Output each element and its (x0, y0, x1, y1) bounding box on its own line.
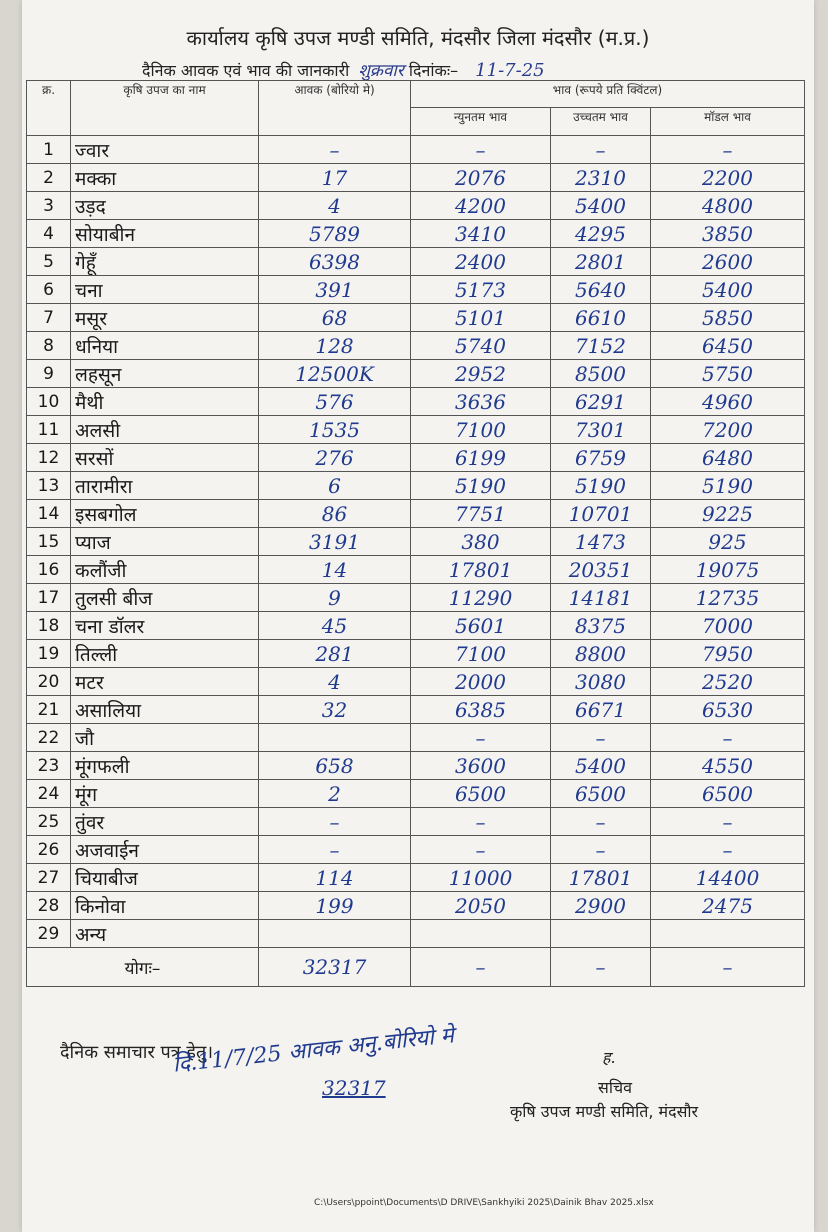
row-arrival: 86 (259, 500, 411, 528)
row-min-price: 2000 (411, 668, 551, 696)
table-row (27, 556, 805, 584)
row-max-price: 6500 (551, 780, 651, 808)
row-sn: 3 (27, 192, 71, 220)
table-row (27, 808, 805, 836)
table-row (27, 780, 805, 808)
row-arrival: 114 (259, 864, 411, 892)
row-arrival: 68 (259, 304, 411, 332)
table-row (27, 192, 805, 220)
row-modal-price: 19075 (651, 556, 805, 584)
handwritten-date: 11-7-25 (475, 60, 545, 81)
table-row (27, 332, 805, 360)
row-sn: 27 (27, 864, 71, 892)
row-modal-price: 2520 (651, 668, 805, 696)
row-max-price: 10701 (551, 500, 651, 528)
row-arrival: 576 (259, 388, 411, 416)
row-min-price: 5601 (411, 612, 551, 640)
report-subtitle (142, 58, 545, 81)
table-row (27, 164, 805, 192)
table-row (27, 752, 805, 780)
row-arrival: 6 (259, 472, 411, 500)
row-crop-name: मूंगफली (71, 752, 259, 780)
row-max-price: – (551, 808, 651, 836)
total-label: योगः– (27, 948, 259, 987)
header-max: उच्चतम भाव (551, 108, 651, 136)
organization-label: कृषि उपज मण्डी समिति, मंदसौर (510, 1102, 699, 1121)
handwritten-day: शुक्रवार (358, 61, 404, 81)
row-max-price: 8375 (551, 612, 651, 640)
row-min-price: 3600 (411, 752, 551, 780)
row-max-price: 5400 (551, 192, 651, 220)
row-crop-name: किनोवा (71, 892, 259, 920)
row-max-price: 5190 (551, 472, 651, 500)
handwritten-note-date: दि.11/7/25 (171, 1041, 283, 1078)
table-row (27, 612, 805, 640)
header-modal: मॉडल भाव (651, 108, 805, 136)
row-sn: 9 (27, 360, 71, 388)
row-modal-price: 925 (651, 528, 805, 556)
row-sn: 2 (27, 164, 71, 192)
row-crop-name: मक्का (71, 164, 259, 192)
row-modal-price: 5190 (651, 472, 805, 500)
table-row (27, 136, 805, 164)
row-max-price: – (551, 836, 651, 864)
row-max-price: 6671 (551, 696, 651, 724)
row-arrival: 45 (259, 612, 411, 640)
row-sn: 8 (27, 332, 71, 360)
row-arrival: – (259, 136, 411, 164)
table-row (27, 388, 805, 416)
header-min: न्युनतम भाव (411, 108, 551, 136)
row-min-price (411, 920, 551, 948)
row-arrival: – (259, 836, 411, 864)
row-min-price: 11290 (411, 584, 551, 612)
row-min-price: – (411, 808, 551, 836)
row-max-price: 6291 (551, 388, 651, 416)
signature: ह. (602, 1048, 616, 1067)
header-name: कृषि उपज का नाम (71, 81, 259, 136)
row-arrival: 658 (259, 752, 411, 780)
row-arrival: 14 (259, 556, 411, 584)
row-max-price: 6759 (551, 444, 651, 472)
row-max-price: 6610 (551, 304, 651, 332)
row-sn: 10 (27, 388, 71, 416)
row-arrival: 1535 (259, 416, 411, 444)
row-sn: 4 (27, 220, 71, 248)
total-modal: – (651, 948, 805, 987)
total-arrival: 32317 (259, 948, 411, 987)
row-modal-price: 5850 (651, 304, 805, 332)
row-arrival: 4 (259, 192, 411, 220)
row-sn: 28 (27, 892, 71, 920)
row-crop-name: मैथी (71, 388, 259, 416)
row-crop-name: धनिया (71, 332, 259, 360)
row-crop-name: प्याज (71, 528, 259, 556)
row-crop-name: गेहूँ (71, 248, 259, 276)
row-modal-price: 4960 (651, 388, 805, 416)
row-arrival: – (259, 808, 411, 836)
row-arrival: 4 (259, 668, 411, 696)
row-max-price: 4295 (551, 220, 651, 248)
total-row (27, 948, 805, 987)
row-sn: 29 (27, 920, 71, 948)
row-max-price: – (551, 724, 651, 752)
row-sn: 21 (27, 696, 71, 724)
table-row (27, 836, 805, 864)
row-crop-name: तुंवर (71, 808, 259, 836)
row-crop-name: मसूर (71, 304, 259, 332)
row-crop-name: चना (71, 276, 259, 304)
table-row (27, 360, 805, 388)
row-modal-price: 14400 (651, 864, 805, 892)
row-max-price: 2801 (551, 248, 651, 276)
row-min-price: 5101 (411, 304, 551, 332)
table-row (27, 276, 805, 304)
file-path: C:\Users\ppoint\Documents\D DRIVE\Sankhyiki 2025\Dainik Bhav 2025.xlsx (314, 1198, 654, 1208)
table-row (27, 500, 805, 528)
row-sn: 11 (27, 416, 71, 444)
total-max: – (551, 948, 651, 987)
row-crop-name: सोयाबीन (71, 220, 259, 248)
row-crop-name: ज्वार (71, 136, 259, 164)
row-arrival: 2 (259, 780, 411, 808)
newspaper-note: दैनिक समाचार पत्र हेतु। (60, 1042, 214, 1063)
table-header-row (27, 81, 805, 108)
row-max-price: 1473 (551, 528, 651, 556)
row-modal-price (651, 920, 805, 948)
row-modal-price: 6500 (651, 780, 805, 808)
row-crop-name: तुलसी बीज (71, 584, 259, 612)
row-modal-price: 12735 (651, 584, 805, 612)
table-row (27, 304, 805, 332)
row-sn: 5 (27, 248, 71, 276)
row-arrival: 199 (259, 892, 411, 920)
row-max-price: 5400 (551, 752, 651, 780)
table-row (27, 892, 805, 920)
row-sn: 19 (27, 640, 71, 668)
row-min-price: – (411, 836, 551, 864)
row-sn: 25 (27, 808, 71, 836)
table-row (27, 444, 805, 472)
row-arrival: 9 (259, 584, 411, 612)
row-arrival: 32 (259, 696, 411, 724)
row-modal-price: 6530 (651, 696, 805, 724)
subtitle-text: दैनिक आवक एवं भाव की जानकारी (142, 61, 350, 80)
row-crop-name: तिल्ली (71, 640, 259, 668)
row-arrival: 391 (259, 276, 411, 304)
row-sn: 14 (27, 500, 71, 528)
row-crop-name: सरसों (71, 444, 259, 472)
table-row (27, 584, 805, 612)
row-modal-price: 2600 (651, 248, 805, 276)
row-crop-name: इसबगोल (71, 500, 259, 528)
table-row (27, 668, 805, 696)
table-row (27, 472, 805, 500)
row-min-price: 2050 (411, 892, 551, 920)
row-min-price: 5173 (411, 276, 551, 304)
total-min: – (411, 948, 551, 987)
row-crop-name: कलौंजी (71, 556, 259, 584)
row-sn: 16 (27, 556, 71, 584)
row-crop-name: मटर (71, 668, 259, 696)
row-arrival: 5789 (259, 220, 411, 248)
row-min-price: 2076 (411, 164, 551, 192)
row-crop-name: अन्य (71, 920, 259, 948)
row-sn: 12 (27, 444, 71, 472)
row-sn: 6 (27, 276, 71, 304)
header-arrival: आवक (बोरियो मे) (259, 81, 411, 136)
table-row (27, 724, 805, 752)
row-min-price: 6385 (411, 696, 551, 724)
header-sn: क्र. (27, 81, 71, 136)
table-row (27, 696, 805, 724)
row-modal-price: 6450 (651, 332, 805, 360)
row-arrival: 128 (259, 332, 411, 360)
row-min-price: 4200 (411, 192, 551, 220)
row-modal-price: 4800 (651, 192, 805, 220)
table-row (27, 416, 805, 444)
office-title: कार्यालय कृषि उपज मण्डी समिति, मंदसौर जिला मंदसौर (म.प्र.) (186, 26, 650, 50)
secretary-label: सचिव (598, 1078, 633, 1097)
row-min-price: – (411, 136, 551, 164)
row-arrival: 6398 (259, 248, 411, 276)
row-modal-price: 2475 (651, 892, 805, 920)
row-modal-price: – (651, 136, 805, 164)
row-min-price: 7100 (411, 640, 551, 668)
handwritten-total: 32317 (322, 1076, 386, 1100)
row-min-price: 3636 (411, 388, 551, 416)
row-modal-price: 7950 (651, 640, 805, 668)
row-min-price: 380 (411, 528, 551, 556)
document-sheet (22, 0, 814, 1232)
row-sn: 23 (27, 752, 71, 780)
row-modal-price: 7200 (651, 416, 805, 444)
table-row (27, 864, 805, 892)
row-min-price: 6199 (411, 444, 551, 472)
row-min-price: 7100 (411, 416, 551, 444)
row-crop-name: लहसून (71, 360, 259, 388)
row-max-price: 5640 (551, 276, 651, 304)
row-modal-price: – (651, 808, 805, 836)
row-min-price: – (411, 724, 551, 752)
row-modal-price: 6480 (651, 444, 805, 472)
row-arrival: 281 (259, 640, 411, 668)
row-arrival: 17 (259, 164, 411, 192)
row-sn: 26 (27, 836, 71, 864)
row-modal-price: 5750 (651, 360, 805, 388)
row-max-price: 7152 (551, 332, 651, 360)
row-modal-price: – (651, 724, 805, 752)
row-max-price: 14181 (551, 584, 651, 612)
row-sn: 24 (27, 780, 71, 808)
row-sn: 22 (27, 724, 71, 752)
row-sn: 18 (27, 612, 71, 640)
row-arrival: 276 (259, 444, 411, 472)
row-arrival: 12500K (259, 360, 411, 388)
row-crop-name: उड़द (71, 192, 259, 220)
row-max-price: 3080 (551, 668, 651, 696)
handwritten-note (171, 1019, 455, 1078)
row-crop-name: अजवाईन (71, 836, 259, 864)
row-modal-price: 3850 (651, 220, 805, 248)
row-crop-name: चियाबीज (71, 864, 259, 892)
row-max-price: 2900 (551, 892, 651, 920)
handwritten-note-text: आवक अनु.बोरियो मे (287, 1023, 456, 1066)
row-sn: 15 (27, 528, 71, 556)
price-table (26, 80, 805, 987)
row-sn: 20 (27, 668, 71, 696)
row-arrival (259, 724, 411, 752)
row-min-price: 5190 (411, 472, 551, 500)
table-row (27, 920, 805, 948)
row-max-price: 7301 (551, 416, 651, 444)
row-max-price: 2310 (551, 164, 651, 192)
row-max-price: – (551, 136, 651, 164)
row-crop-name: जौ (71, 724, 259, 752)
row-max-price: 8800 (551, 640, 651, 668)
row-modal-price: 2200 (651, 164, 805, 192)
row-crop-name: असालिया (71, 696, 259, 724)
date-label: दिनांकः– (408, 61, 459, 80)
row-max-price (551, 920, 651, 948)
row-modal-price: 9225 (651, 500, 805, 528)
header-price-group: भाव (रूपये प्रति क्विंटल) (411, 81, 805, 108)
row-modal-price: – (651, 836, 805, 864)
row-min-price: 2400 (411, 248, 551, 276)
row-sn: 7 (27, 304, 71, 332)
row-sn: 13 (27, 472, 71, 500)
row-min-price: 7751 (411, 500, 551, 528)
row-crop-name: मूंग (71, 780, 259, 808)
row-crop-name: चना डॉलर (71, 612, 259, 640)
table-row (27, 220, 805, 248)
row-max-price: 8500 (551, 360, 651, 388)
table-row (27, 640, 805, 668)
row-sn: 17 (27, 584, 71, 612)
row-min-price: 11000 (411, 864, 551, 892)
row-sn: 1 (27, 136, 71, 164)
row-arrival (259, 920, 411, 948)
table-row (27, 528, 805, 556)
row-min-price: 3410 (411, 220, 551, 248)
row-min-price: 2952 (411, 360, 551, 388)
row-min-price: 17801 (411, 556, 551, 584)
row-modal-price: 5400 (651, 276, 805, 304)
table-row (27, 248, 805, 276)
row-arrival: 3191 (259, 528, 411, 556)
row-crop-name: अलसी (71, 416, 259, 444)
row-modal-price: 4550 (651, 752, 805, 780)
row-modal-price: 7000 (651, 612, 805, 640)
row-min-price: 5740 (411, 332, 551, 360)
row-max-price: 20351 (551, 556, 651, 584)
row-max-price: 17801 (551, 864, 651, 892)
row-crop-name: तारामीरा (71, 472, 259, 500)
row-min-price: 6500 (411, 780, 551, 808)
